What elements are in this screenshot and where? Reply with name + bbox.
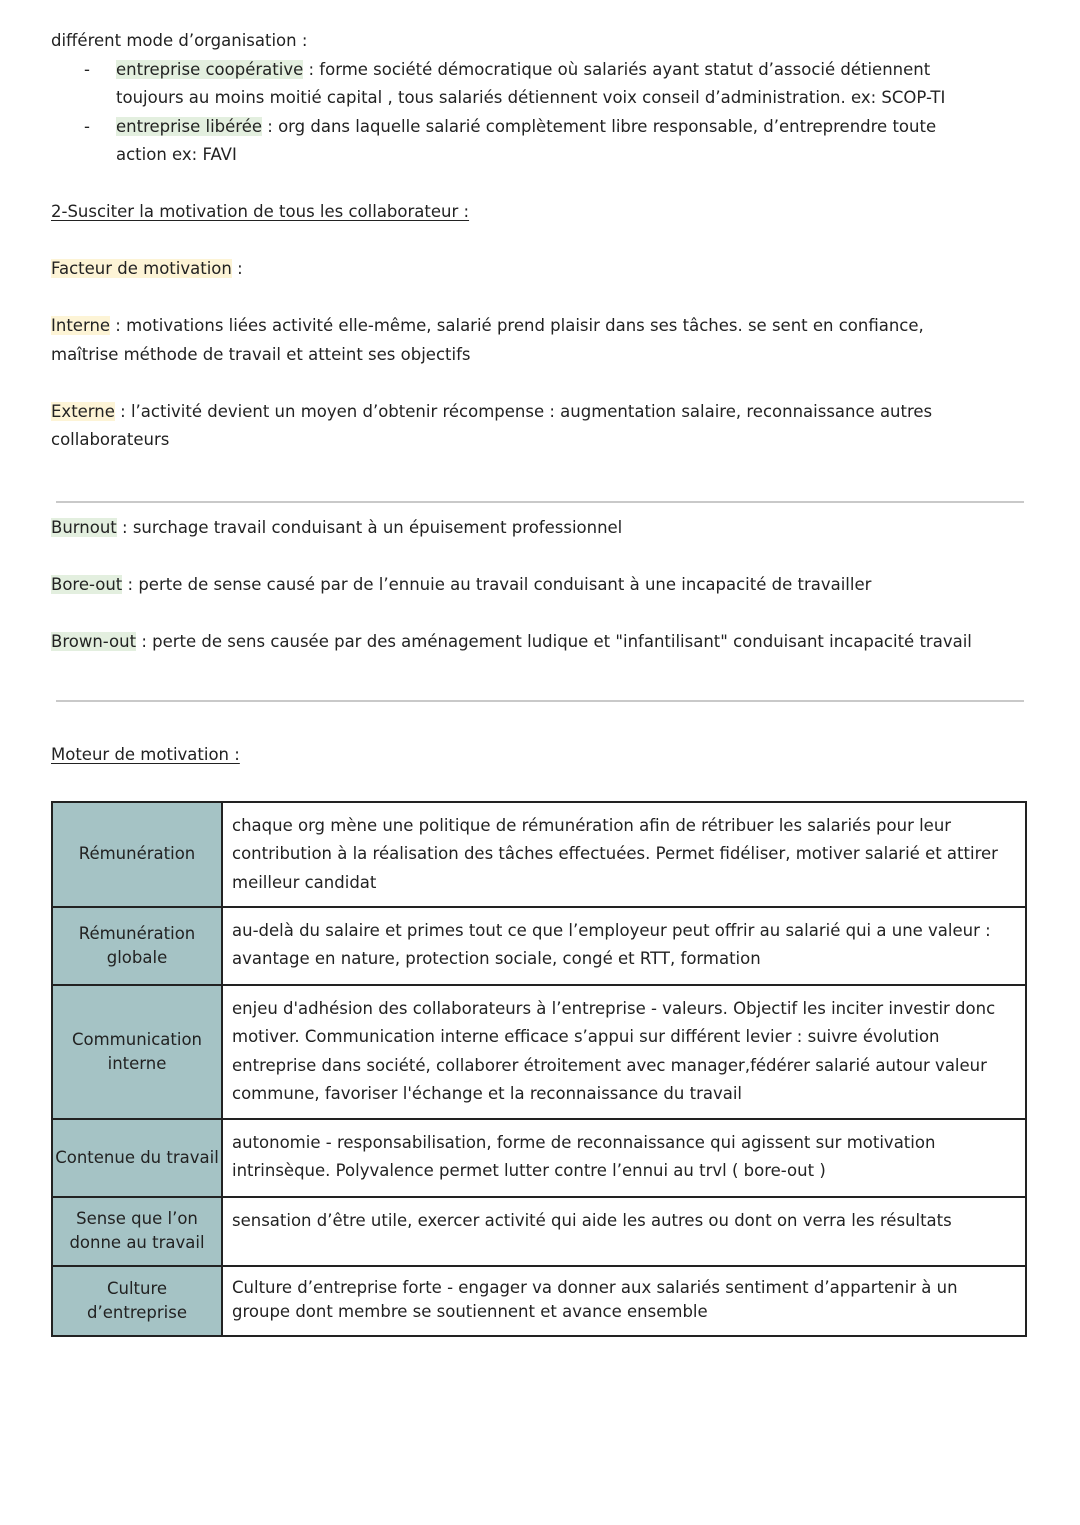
table-row <box>52 1119 1026 1197</box>
brownout-text: : perte de sens causée par des aménagement ludique et "infantilisant" conduisant incapacité travail <box>136 631 972 651</box>
factor-heading-suffix: : <box>231 259 243 278</box>
table-row <box>52 985 1026 1119</box>
row-value: enjeu d'adhésion des collaborateurs à l’entreprise - valeurs. Objectif les inciter investir donc motiver. Communication interne efficace s’appui sur différent levier : suivre évolution entreprise dans société, collaborer étroitement avec manager,fédérer salarié autour valeur commune, favoriser l'échange et la reconnaissance du travail <box>222 985 1026 1119</box>
interne-paragraph <box>51 312 981 369</box>
moteur-heading <box>51 741 1027 770</box>
brownout-paragraph <box>51 628 1027 657</box>
moteur-heading-text: Moteur de motivation : <box>51 745 240 764</box>
row-value: sensation d’être utile, exercer activité qui aide les autres ou dont on verra les résultats <box>222 1197 1026 1266</box>
intro-text: différent mode d’organisation : <box>51 31 308 50</box>
burnout-term: Burnout <box>51 517 117 537</box>
list-item <box>116 56 996 113</box>
boreout-term: Bore-out <box>51 574 123 594</box>
externe-paragraph <box>51 398 1027 455</box>
table-row <box>52 802 1026 907</box>
factor-heading <box>51 255 1027 284</box>
table-row <box>52 907 1026 985</box>
row-value: au-delà du salaire et primes tout ce que l’employeur peut offrir au salarié qui a une valeur : avantage en nature, protection sociale, congé et RTT, formation <box>222 907 1026 985</box>
list-item-text: : forme société démocratique où salariés ayant statut d’associé détiennent toujours au moins moitié capital , tous salariés détiennent voix conseil d’administration. ex: SCOP-TI <box>116 59 946 107</box>
burnout-text: : surchage travail conduisant à un épuisement professionnel <box>116 517 623 537</box>
section-heading-text: 2-Susciter la motivation de tous les collaborateur : <box>51 202 470 221</box>
factor-heading-highlight: Facteur de motivation <box>51 259 232 278</box>
interne-text: : motivations liées activité elle-même, salarié prend plaisir dans ses tâches. se sent en confiance, maîtrise méthode de travail et atteint ses objectifs <box>51 316 924 364</box>
row-value: Culture d’entreprise forte - engager va donner aux salariés sentiment d’appartenir à un groupe dont membre se soutiennent et avance ensemble <box>222 1266 1026 1336</box>
boreout-text: : perte de sense causé par de l’ennuie au travail conduisant à une incapacité de travailler <box>122 574 872 594</box>
table-row <box>52 1197 1026 1266</box>
row-value: chaque org mène une politique de rémunération afin de rétribuer les salariés pour leur contribution à la réalisation des tâches effectuées. Permet fidéliser, motiver salarié et attirer meilleur candidat <box>222 802 1026 907</box>
boreout-paragraph <box>51 571 1027 600</box>
motivation-table <box>51 801 1027 1337</box>
term-highlight: entreprise coopérative <box>116 59 304 79</box>
row-key: Sense que l’on donne au travail <box>52 1197 222 1266</box>
externe-term: Externe <box>51 401 115 421</box>
interne-term: Interne <box>51 316 111 335</box>
burnout-paragraph <box>51 514 1027 543</box>
row-key: Contenue du travail <box>52 1119 222 1197</box>
table-row <box>52 1266 1026 1336</box>
section-heading <box>51 198 1027 227</box>
row-key: Rémunération globale <box>52 907 222 985</box>
row-key: Culture d’entreprise <box>52 1266 222 1336</box>
row-value: autonomie - responsabilisation, forme de reconnaissance qui agissent sur motivation intrinsèque. Polyvalence permet lutter contre l’ennui au trvl ( bore-out ) <box>222 1119 1026 1197</box>
page-content <box>51 27 1027 1337</box>
row-key: Rémunération <box>52 802 222 907</box>
brownout-term: Brown-out <box>51 631 137 651</box>
list-item-text: : org dans laquelle salarié complètement libre responsable, d’entreprendre toute action ex: FAVI <box>116 116 937 164</box>
row-key: Communication interne <box>52 985 222 1119</box>
list-item <box>116 113 976 170</box>
term-highlight: entreprise libérée <box>116 116 263 136</box>
externe-text: : l’activité devient un moyen d’obtenir récompense : augmentation salaire, reconnaissance autres collaborateurs <box>51 401 933 449</box>
organisation-list <box>51 56 996 170</box>
